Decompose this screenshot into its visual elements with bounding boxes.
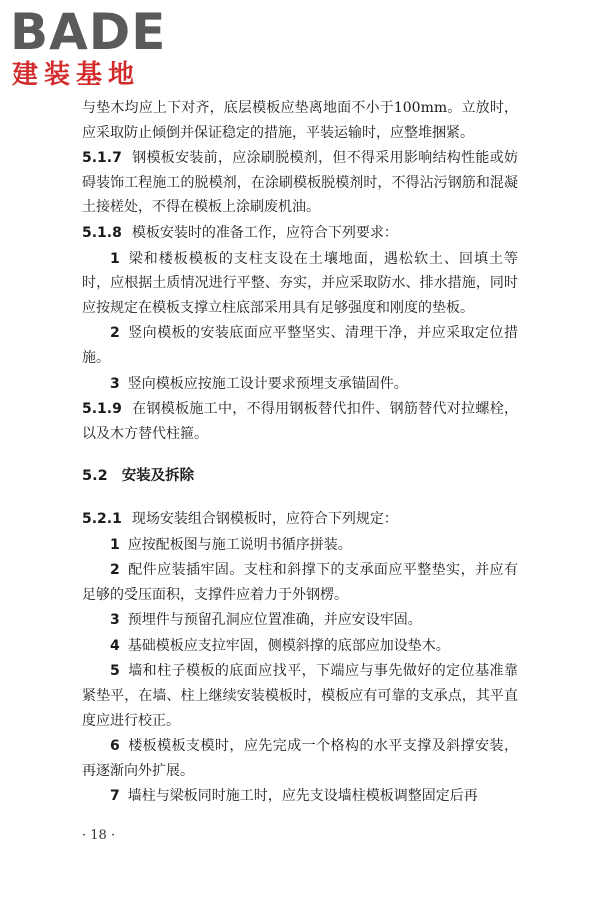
list-item <box>82 659 518 733</box>
clause-number: 5.2.1 <box>82 510 122 527</box>
list-item <box>82 734 518 783</box>
clause-paragraph <box>82 146 518 220</box>
list-item <box>82 784 518 809</box>
logo <box>10 4 180 94</box>
paragraph-text: 竖向模板的安装底面应平整坚实、清理干净，并应采取定位措施。 <box>82 325 518 366</box>
paragraph-text: 在钢模板施工中，不得用钢板替代扣件、钢筋替代对拉螺栓，以及木方替代柱箍。 <box>82 401 518 442</box>
list-item <box>82 247 518 321</box>
paragraph-text: 模板安装时的准备工作，应符合下列要求： <box>131 224 398 241</box>
item-number: 3 <box>110 375 120 392</box>
clause-number: 5.1.8 <box>82 224 122 241</box>
list-item <box>82 608 518 633</box>
paragraph-text: 现场安装组合钢模板时，应符合下列规定： <box>131 510 398 527</box>
item-number: 2 <box>110 325 120 342</box>
list-item <box>82 372 518 397</box>
item-number: 6 <box>110 738 120 755</box>
paragraph-text: 应按配板图与施工说明书循序拼装。 <box>127 536 352 553</box>
paragraph-text: 楼板模板支模时，应先完成一个格构的水平支撑及斜撑安装，再逐渐向外扩展。 <box>82 738 518 779</box>
clause-number: 5.1.7 <box>82 150 122 167</box>
paragraph-text: 竖向模板应按施工设计要求预埋支承锚固件。 <box>127 375 408 392</box>
paragraph-text: 钢模板安装前，应涂刷脱模剂，但不得采用影响结构性能或妨碍装饰工程施工的脱模剂，在涂刷模板脱模剂时，不得沾污钢筋和混凝土接槎处，不得在模板上涂刷废机油。 <box>82 150 518 216</box>
paragraphs-bottom <box>82 507 518 809</box>
clause-paragraph <box>82 397 518 446</box>
clause-number: 5.1.9 <box>82 401 122 418</box>
section-title-text: 安装及拆除 <box>121 468 195 485</box>
body-paragraph <box>82 96 518 145</box>
item-number: 1 <box>110 536 120 553</box>
item-number: 1 <box>110 250 120 267</box>
section-title <box>82 464 518 489</box>
paragraph-text: 梁和楼板模板的支柱支设在土壤地面，遇松软土、回填土等时，应根据土质情况进行平整、夯实，并应采取防水、排水措施，同时应按规定在模板支撑立柱底部采用具有足够强度和刚度的垫板。 <box>82 250 518 316</box>
paragraph-text: 预埋件与预留孔洞应位置准确，并应安设牢固。 <box>127 612 422 629</box>
list-item <box>82 533 518 558</box>
logo-subtitle: 建装基地 <box>12 60 141 90</box>
item-number: 4 <box>110 637 120 654</box>
page-number: · 18 · <box>82 828 116 843</box>
clause-paragraph <box>82 221 518 246</box>
paragraph-text: 基础模板应支拉牢固，侧模斜撑的底部应加设垫木。 <box>127 637 450 654</box>
item-number: 7 <box>110 788 120 805</box>
list-item <box>82 321 518 370</box>
item-number: 5 <box>110 663 120 680</box>
list-item <box>82 558 518 607</box>
section-number: 5.2 <box>82 468 108 485</box>
paragraph-text: 配件应装插牢固。支柱和斜撑下的支承面应平整垫实，并应有足够的受压面积，支撑件应着力于外钢楞。 <box>82 562 518 603</box>
paragraph-text: 墙和柱子模板的底面应找平，下端应与事先做好的定位基准靠紧垫平，在墙、柱上继续安装模板时，模板应有可靠的支承点，其平直度应进行校正。 <box>82 663 518 729</box>
paragraph-text: 墙柱与梁板同时施工时，应先支设墙柱模板调整固定后再 <box>127 788 478 805</box>
page-content <box>82 96 518 809</box>
paragraphs-top <box>82 96 518 446</box>
item-number: 3 <box>110 612 120 629</box>
list-item <box>82 634 518 659</box>
paragraph-text: 与垫木均应上下对齐，底层模板应垫离地面不小于100mm。立放时，应采取防止倾倒并保证稳定的措施，平装运输时，应整堆捆紧。 <box>82 100 518 141</box>
item-number: 2 <box>110 562 120 579</box>
clause-paragraph <box>82 507 518 532</box>
logo-wordmark: BADE <box>10 3 167 61</box>
